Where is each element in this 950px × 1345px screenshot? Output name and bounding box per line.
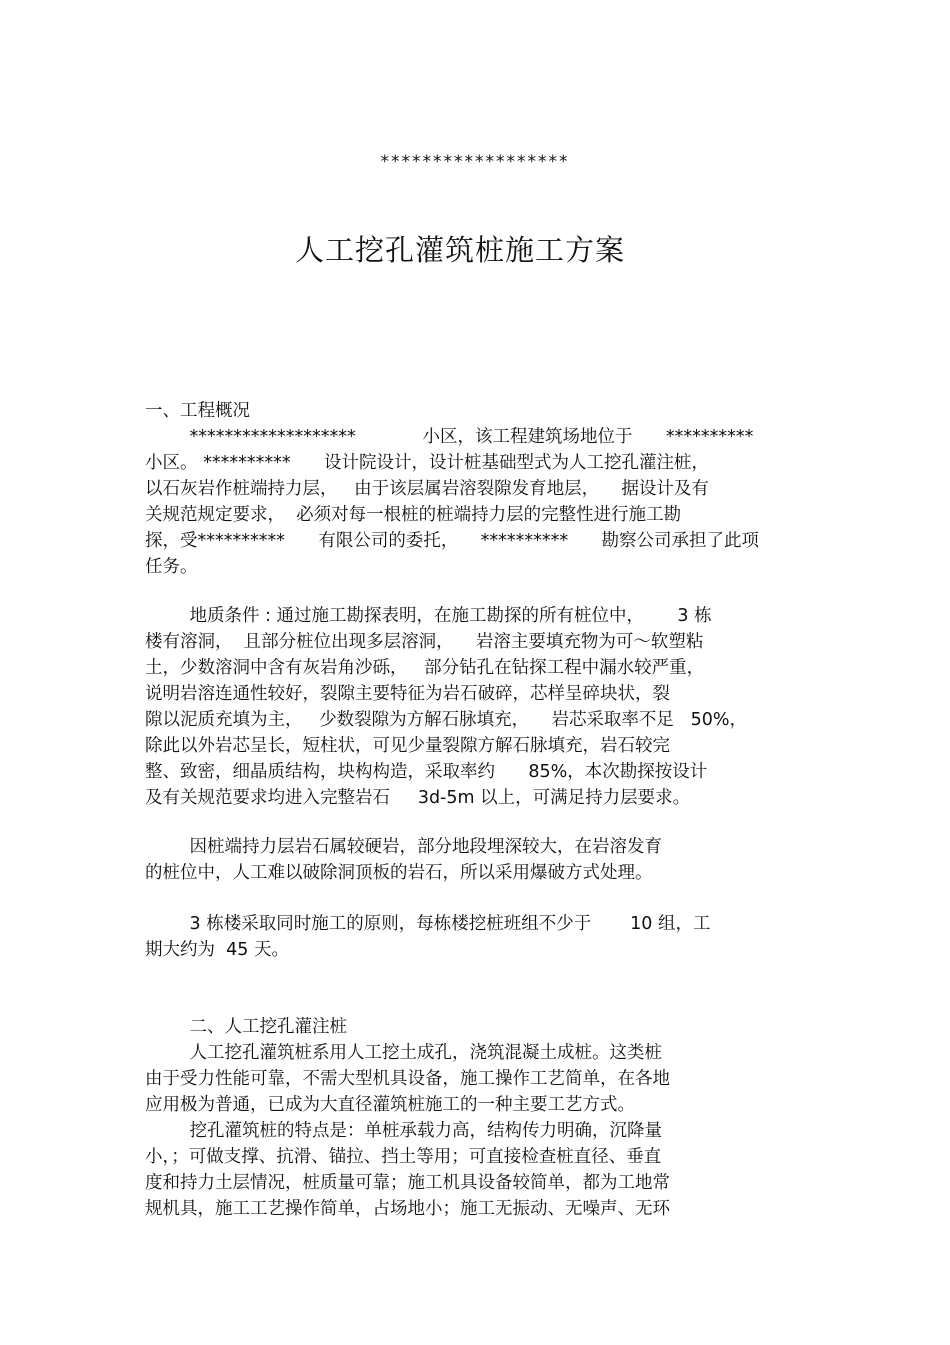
paragraph-line: 应用极为普通，已成为大直径灌筑桩施工的一种主要工艺方式。 xyxy=(145,1095,635,1115)
paragraph-line: 说明岩溶连通性较好，裂隙主要特征为岩石破碎，芯样呈碎块状，裂 xyxy=(145,684,670,704)
paragraph-line: 规机具，施工工艺操作简单，占场地小；施工无振动、无噪声、无环 xyxy=(145,1199,670,1219)
paragraph-line: ******************* 小区，该工程建筑场地位于 ********** xyxy=(145,427,754,447)
paragraph-line: 楼有溶洞， 且部分桩位出现多层溶洞， 岩溶主要填充物为可～软塑粘 xyxy=(145,632,704,652)
paragraph-line: 人工挖孔灌筑桩系用人工挖土成孔，浇筑混凝土成桩。这类桩 xyxy=(145,1043,662,1063)
paragraph-line: 的桩位中，人工难以破除洞顶板的岩石，所以采用爆破方式处理。 xyxy=(145,863,653,883)
paragraph-line: 整、致密，细晶质结构，块构构造，采取率约 85%，本次勘探按设计 xyxy=(145,762,708,782)
paragraph-line: 以石灰岩作桩端持力层， 由于该层属岩溶裂隙发育地层， 据设计及有 xyxy=(145,479,709,499)
paragraph-line: 土，少数溶洞中含有灰岩角沙砾， 部分钻孔在钻探工程中漏水较严重， xyxy=(145,658,705,678)
paragraph-line: 3 栋楼采取同时施工的原则，每栋楼挖桩班组不少于 10 组，工 xyxy=(145,914,711,934)
paragraph-line: 因桩端持力层岩石属较硬岩，部分地段埋深较大，在岩溶发育 xyxy=(145,837,662,857)
paragraph-line: 由于受力性能可靠，不需大型机具设备，施工操作工艺简单，在各地 xyxy=(145,1069,670,1089)
paragraph-line: 挖孔灌筑桩的特点是：单桩承载力高，结构传力明确，沉降量 xyxy=(145,1121,662,1141)
document-title: 人工挖孔灌筑桩施工方案 xyxy=(294,233,625,267)
paragraph-line: 隙以泥质充填为主， 少数裂隙为方解石脉填充， 岩芯采取率不足 50%， xyxy=(145,710,748,730)
paragraph-line: 及有关规范要求均进入完整岩石 3d-5m 以上，可满足持力层要求。 xyxy=(145,788,691,808)
paragraph-line: 关规范规定要求， 必须对每一根桩的桩端持力层的完整性进行施工勘 xyxy=(145,505,682,525)
header-stars: ****************** xyxy=(380,152,570,172)
paragraph-line: 度和持力土层情况，桩质量可靠；施工机具设备较简单，都为工地常 xyxy=(145,1173,670,1193)
section-heading: 二、人工挖孔灌注桩 xyxy=(145,1017,348,1037)
paragraph-line: 小，；可做支撑、抗滑、锚拉、挡土等用；可直接检查桩直径、垂直 xyxy=(145,1147,662,1167)
section-heading: 一、工程概况 xyxy=(145,401,250,421)
paragraph-line: 探，受********** 有限公司的委托， ********** 勘察公司承担了此项 xyxy=(145,531,760,551)
paragraph-line: 除此以外岩芯呈长，短柱状，可见少量裂隙方解石脉填充，岩石较完 xyxy=(145,736,670,756)
paragraph-line: 任务。 xyxy=(145,557,198,577)
paragraph-line: 地质条件 : 通过施工勘探表明，在施工勘探的所有桩位中， 3 栋 xyxy=(145,606,712,626)
paragraph-line: 期大约为 45 天。 xyxy=(145,940,289,960)
paragraph-line: 小区。 ********** 设计院设计，设计桩基础型式为人工挖孔灌注桩， xyxy=(145,453,709,473)
